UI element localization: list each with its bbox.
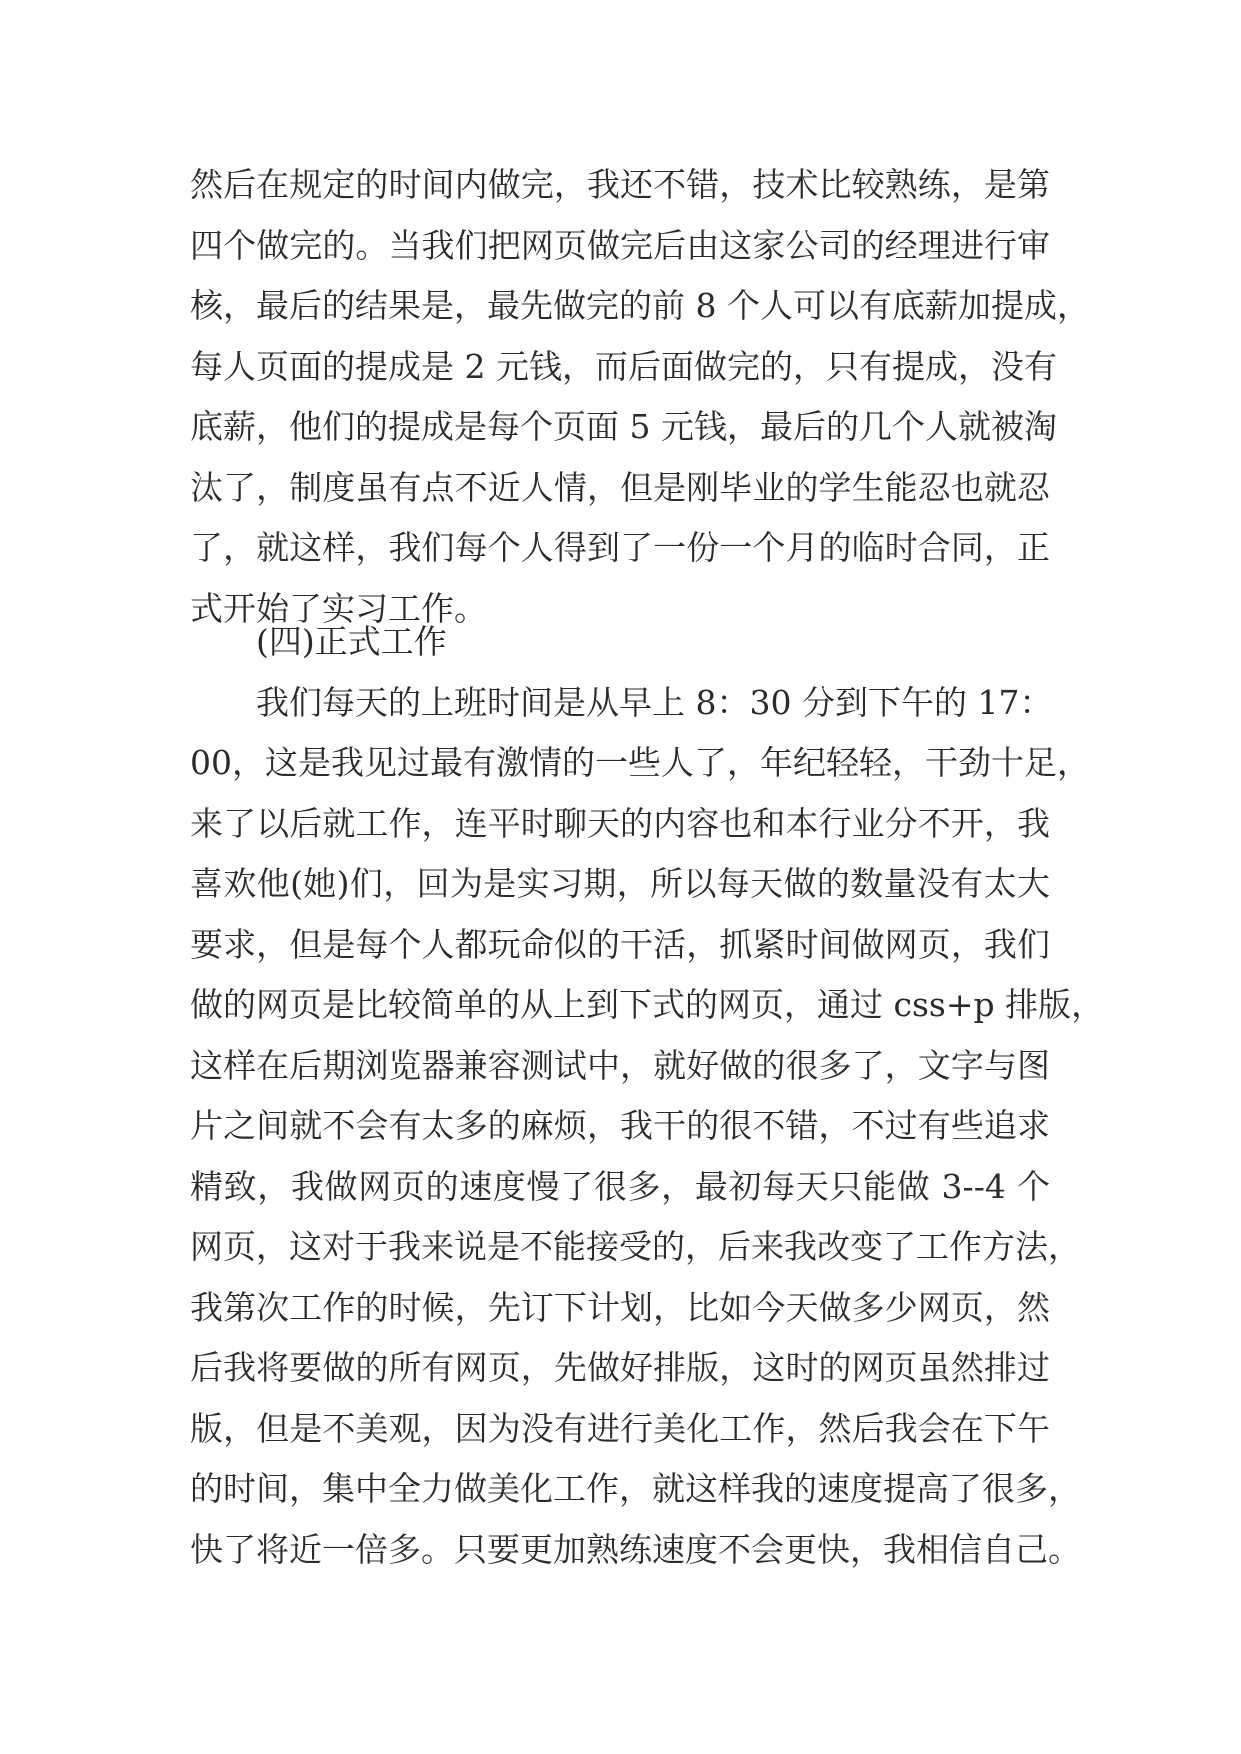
text-line: 核，最后的结果是，最先做完的前 8 个人可以有底薪加提成， [190, 286, 1090, 325]
text-line: 精致，我做网页的速度慢了很多，最初每天只能做 3--4 个 [190, 1166, 1050, 1206]
text-line: 做的网页是比较简单的从上到下式的网页，通过 css+p 排版， [190, 985, 1105, 1024]
text-line: 喜欢他(她)们，回为是实习期，所以每天做的数量没有太大 [190, 864, 1050, 903]
text-line: 每人页面的提成是 2 元钱，而后面做完的，只有提成，没有 [190, 346, 1057, 386]
text-line: 式开始了实习工作。 [190, 588, 487, 628]
text-line: 要求，但是每个人都玩命似的干活，抓紧时间做网页，我们 [190, 924, 1050, 964]
text-line: 的时间，集中全力做美化工作，就这样我的速度提高了很多， [190, 1469, 1081, 1508]
paragraph-intro-continued [190, 155, 1090, 639]
text-line: 网页，这对于我来说是不能接受的，后来我改变了工作方法， [190, 1227, 1081, 1266]
text-line: 然后在规定的时间内做完，我还不错，技术比较熟练，是第 [190, 165, 1050, 204]
section-formal-work [190, 612, 1105, 1580]
text-line: 我们每天的上班时间是从早上 8：30 分到下午的 17： [256, 682, 1053, 722]
text-line: 我第次工作的时候，先订下计划，比如今天做多少网页，然 [190, 1287, 1050, 1327]
text-line: 00，这是我见过最有激情的一些人了，年纪轻轻，干劲十足， [190, 743, 1090, 782]
section-heading: (四)正式工作 [256, 622, 447, 661]
text-line: 后我将要做的所有网页，先做好排版，这时的网页虽然排过 [190, 1348, 1050, 1387]
text-line: 版，但是不美观，因为没有进行美化工作，然后我会在下午 [190, 1408, 1050, 1448]
text-line: 来了以后就工作，连平时聊天的内容也和本行业分不开，我 [190, 803, 1050, 843]
text-line: 片之间就不会有太多的麻烦，我干的很不错，不过有些追求 [190, 1106, 1050, 1145]
text-line: 汰了，制度虽有点不近人情，但是刚毕业的学生能忍也就忍 [190, 467, 1050, 507]
text-line: 四个做完的。当我们把网页做完后由这家公司的经理进行审 [190, 225, 1050, 265]
text-line: 这样在后期浏览器兼容测试中，就好做的很多了，文字与图 [190, 1045, 1050, 1085]
text-line: 底薪，他们的提成是每个页面 5 元钱，最后的几个人就被淘 [190, 407, 1057, 446]
text-line: 了，就这样，我们每个人得到了一份一个月的临时合同，正 [190, 528, 1050, 567]
text-line: 快了将近一倍多。只要更加熟练速度不会更快，我相信自己。 [190, 1529, 1081, 1569]
